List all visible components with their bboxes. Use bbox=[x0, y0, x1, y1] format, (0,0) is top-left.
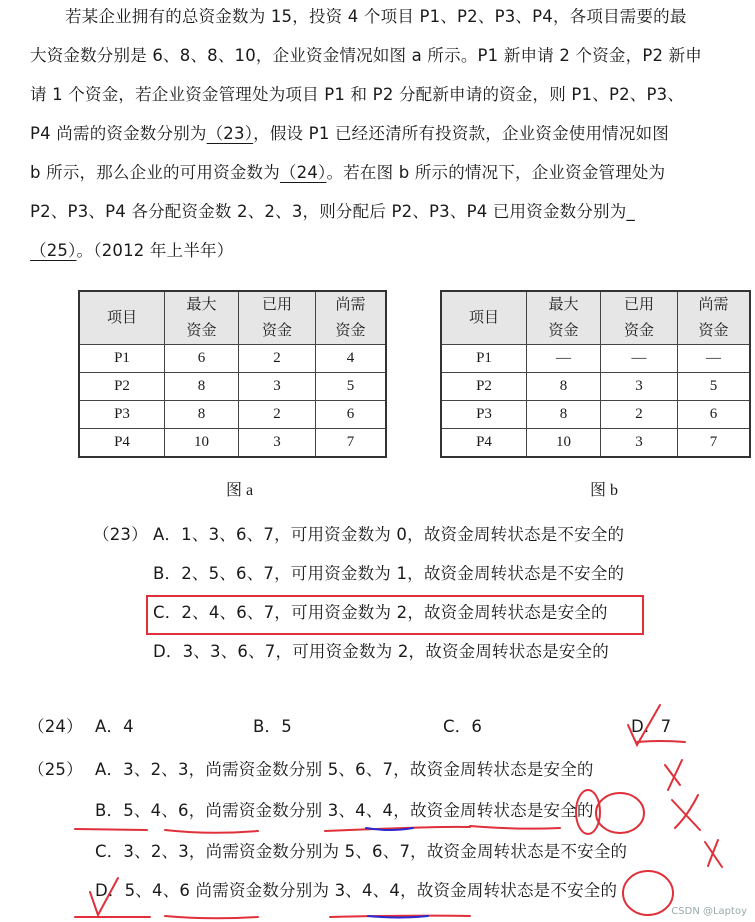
table-row bbox=[441, 429, 750, 458]
text: P4 尚需的资金数分别为 bbox=[30, 124, 207, 143]
blank-23: （23） bbox=[206, 124, 254, 143]
blank-24: （24） bbox=[279, 163, 327, 182]
watermark: CSDN @Laptoy bbox=[671, 906, 747, 917]
cell: 8 bbox=[165, 373, 239, 401]
question-line: 大资金数分别是 6、8、8、10，企业资金情况如图 a 所示。P1 新申请 2 个资金，P2 新申 bbox=[30, 46, 703, 65]
table-row bbox=[79, 345, 386, 373]
cell: 7 bbox=[316, 429, 387, 458]
table-row bbox=[79, 429, 386, 458]
cell: 10 bbox=[165, 429, 239, 458]
cell: P4 bbox=[441, 429, 527, 458]
cell: — bbox=[678, 345, 751, 373]
cell: 3 bbox=[601, 429, 678, 458]
caption-a: 图 a bbox=[226, 482, 254, 499]
question-line bbox=[30, 241, 233, 261]
q25-option-d: D．5、4、6 尚需资金数分别为 3、4、4，故资金周转状态是不安全的 bbox=[95, 881, 618, 900]
cell: — bbox=[527, 345, 601, 373]
blank-25: （25） bbox=[30, 241, 77, 260]
underline bbox=[637, 741, 685, 742]
cell: 6 bbox=[678, 401, 751, 429]
cell: 8 bbox=[165, 401, 239, 429]
question-line bbox=[30, 163, 665, 183]
text: 。（2012 年上半年） bbox=[76, 241, 234, 260]
circle-mark bbox=[596, 793, 644, 833]
cross-icon bbox=[672, 795, 700, 830]
circle-mark bbox=[623, 871, 673, 915]
q24-option-c: C．6 bbox=[443, 717, 483, 736]
text: 。若在图 b 所示的情况下，企业资金管理处为 bbox=[326, 163, 666, 182]
question-line bbox=[30, 124, 669, 144]
cell: 6 bbox=[316, 401, 387, 429]
cell: 3 bbox=[239, 373, 316, 401]
header-cell: 项目 bbox=[79, 291, 165, 345]
q23-option-c: C．2、4、6、7，可用资金数为 2，故资金周转状态是安全的 bbox=[153, 603, 608, 622]
cell: P1 bbox=[441, 345, 527, 373]
q23-label: （23） bbox=[93, 525, 148, 544]
cell: P3 bbox=[441, 401, 527, 429]
cross-icon bbox=[665, 760, 682, 790]
cell: P2 bbox=[441, 373, 527, 401]
q23-option-a: A．1、3、6、7，可用资金数为 0，故资金周转状态是不安全的 bbox=[153, 525, 625, 544]
q24-option-d: D．7 bbox=[631, 717, 672, 736]
cell: 5 bbox=[316, 373, 387, 401]
header-cell: 最大 资金 bbox=[165, 291, 239, 345]
header-cell: 尚需 资金 bbox=[678, 291, 751, 345]
table-row bbox=[441, 401, 750, 429]
cell: P4 bbox=[79, 429, 165, 458]
question-line: P2、P3、P4 各分配资金数 2、2、3，则分配后 P2、P3、P4 已用资金数分别为_ bbox=[30, 202, 635, 221]
cross-icon bbox=[705, 840, 722, 867]
answer-highlight-box bbox=[146, 595, 644, 635]
table-row bbox=[79, 373, 386, 401]
q25-option-c: C．3、2、3，尚需资金数分别为 5、6、7，故资金周转状态是不安全的 bbox=[95, 842, 628, 861]
cell: — bbox=[601, 345, 678, 373]
cell: 2 bbox=[239, 401, 316, 429]
question-line: 请 1 个资金，若企业资金管理处为项目 P1 和 P2 分配新申请的资金，则 P1、P2、P3、 bbox=[30, 85, 685, 104]
q24-label: （24） bbox=[28, 717, 83, 736]
cell: 8 bbox=[527, 401, 601, 429]
cell: 3 bbox=[239, 429, 316, 458]
underline bbox=[75, 826, 560, 833]
header-cell: 已用 资金 bbox=[601, 291, 678, 345]
q24-option-a: A．4 bbox=[95, 717, 134, 736]
q23-option-b: B．2、5、6、7，可用资金数为 1，故资金周转状态是不安全的 bbox=[153, 564, 625, 583]
q25-option-a: A．3、2、3，尚需资金数分别 5、6、7，故资金周转状态是安全的 bbox=[95, 760, 594, 779]
table-a bbox=[78, 290, 387, 458]
cell: 8 bbox=[527, 373, 601, 401]
cell: 5 bbox=[678, 373, 751, 401]
header-cell: 已用 资金 bbox=[239, 291, 316, 345]
question-line: 若某企业拥有的总资金数为 15，投资 4 个项目 P1、P2、P3、P4，各项目需要的最 bbox=[65, 7, 687, 26]
cell: P3 bbox=[79, 401, 165, 429]
table-row bbox=[441, 345, 750, 373]
table-row bbox=[79, 401, 386, 429]
cell: 10 bbox=[527, 429, 601, 458]
q23-option-d: D．3、3、6、7，可用资金数为 2，故资金周转状态是安全的 bbox=[153, 642, 609, 661]
table-header bbox=[79, 291, 386, 345]
text: b 所示，那么企业的可用资金数为 bbox=[30, 163, 280, 182]
header-cell: 项目 bbox=[441, 291, 527, 345]
caption-b: 图 b bbox=[590, 482, 619, 499]
cell: 3 bbox=[601, 373, 678, 401]
table-header bbox=[441, 291, 750, 345]
q25-label: （25） bbox=[28, 760, 83, 779]
q24-option-b: B．5 bbox=[253, 717, 292, 736]
table-b bbox=[440, 290, 751, 458]
cell: 6 bbox=[165, 345, 239, 373]
cell: P1 bbox=[79, 345, 165, 373]
underline bbox=[75, 916, 470, 919]
cell: 4 bbox=[316, 345, 387, 373]
table-row bbox=[441, 373, 750, 401]
text: ，假设 P1 已经还清所有投资款，企业资金使用情况如图 bbox=[253, 124, 669, 143]
q25-option-b: B．5、4、6，尚需资金数分别 3、4、4，故资金周转状态是安全的 bbox=[95, 801, 594, 820]
cell: 7 bbox=[678, 429, 751, 458]
cell: 2 bbox=[239, 345, 316, 373]
cell: 2 bbox=[601, 401, 678, 429]
header-cell: 尚需 资金 bbox=[316, 291, 387, 345]
cell: P2 bbox=[79, 373, 165, 401]
header-cell: 最大 资金 bbox=[527, 291, 601, 345]
